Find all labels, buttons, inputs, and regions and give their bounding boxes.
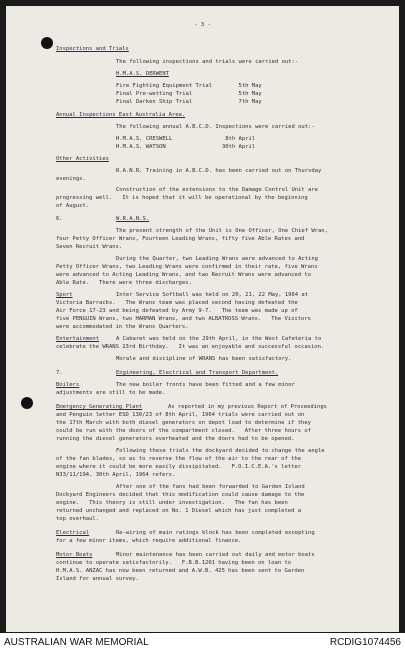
section-heading: Entertainment <box>56 336 100 342</box>
document-page <box>6 6 399 632</box>
footer <box>0 633 405 653</box>
body-line: evenings. <box>56 176 86 182</box>
body-line: running the diesel generators overheated and the doors had to be opened. <box>56 436 295 442</box>
body-line: Island for annual survey. <box>56 576 139 582</box>
body-line: could be run with the doors of the compartment closed. After three hours of <box>56 428 311 434</box>
body-line: of the fan blades, so as to reverse the flow of the air to the rear of the <box>56 456 302 462</box>
body-line: Seven Recruit Wrans. <box>56 244 123 250</box>
body-line: The new boiler fronts have been fitted and a few minor <box>116 382 295 388</box>
body-line: for a few minor items, which require additional finance. <box>56 538 242 544</box>
section-heading: Annual Inspections East Australia Area. <box>56 112 186 118</box>
body-line: During the Quarter, two Leading Wrans were advanced to Acting <box>116 256 318 262</box>
body-line: returned unchanged and replaced on No. 1 Diesel which has just completed a <box>56 508 302 514</box>
section-heading: Other Activities <box>56 156 109 162</box>
body-line: Re-wiring of main ratings block has been completed excepting <box>116 530 315 536</box>
section-heading: Motor Boats <box>56 552 93 558</box>
body-line: of August. <box>56 203 90 209</box>
body-line: Morale and discipline of WRANS has been satisfactory. <box>116 356 292 362</box>
body-line: R.A.N.R. Training in A.B.C.D. has been carried out on Thursday <box>116 168 322 174</box>
body-line: celebrate the WRANS 23rd Birthday. It was an enjoyable and successful occasion. <box>56 344 325 350</box>
body-line: Following these trials the dockyard decided to change the angle <box>116 448 325 454</box>
body-line: engine. This theory is still under investigation. The fan has been <box>56 500 288 506</box>
body-line: N33/11/194, 30th April, 1964 refers. <box>56 472 176 478</box>
body-line: and Penguin letter ESD 130/23 of 8th April, 1964 trials were carried out on <box>56 412 305 418</box>
body-line: Final Darken Ship Trial 7th May <box>116 99 262 105</box>
punch-hole-bottom <box>21 397 33 409</box>
body-line: A Cabaret was held on the 29th April, in the West Cafeteria to <box>116 336 322 342</box>
body-line: As reported in my previous Report of Proceedings <box>168 404 327 410</box>
body-line: were accommodated in the Wrans Quarters. <box>56 324 189 330</box>
body-line: Minor maintenance has been carried out daily and motor boats <box>116 552 315 558</box>
body-line: Air Force 17-23 and being defeated by Army 9-7. The team was made up of <box>56 308 298 314</box>
archive-name: AUSTRALIAN WAR MEMORIAL <box>4 637 149 648</box>
body-line: Able Rate. There were three discharges. <box>56 280 192 286</box>
body-line: The following annual A.B.C.D. Inspections were carried out:- <box>116 124 315 130</box>
body-line: four Petty Officer Wrans, Fourteen Leading Wrans, fifty five Able Rates and <box>56 236 305 242</box>
section-heading: W.R.A.N.S. <box>116 216 150 222</box>
body-line: the 17th March with both diesel generators on depot load to determine if they <box>56 420 311 426</box>
section-heading: Electrical <box>56 530 90 536</box>
punch-hole-top <box>41 37 53 49</box>
body-line: Final Pre-wetting Trial 5th May <box>116 91 262 97</box>
body-line: adjustments are still to be made. <box>56 390 166 396</box>
section-heading: Inspections and Trials <box>56 46 129 52</box>
body-line: top overhaul. <box>56 516 100 522</box>
body-line: The present strength of the Unit is One Officer, One Chief Wran, <box>116 228 328 234</box>
body-line: The following inspections and trials were carried out:- <box>116 59 299 65</box>
section-heading: Sport <box>56 292 73 298</box>
body-line: 6. <box>56 216 63 222</box>
body-line: H.M.A.S. CRESWELL 8th April <box>116 136 256 142</box>
body-line: engine where it could be more easily dissipitated. F.O.I.C.E.A.'s letter <box>56 464 302 470</box>
body-line: Construction of the extensions to the Damage Control Unit are <box>116 187 318 193</box>
body-line: After one of the fans had been forwarded to Garden Island <box>116 484 305 490</box>
body-line: H.M.A.S. WATSON 30th April <box>116 144 256 150</box>
section-heading: Boilers <box>56 382 80 388</box>
section-heading: Emergency Generating Plant <box>56 404 143 410</box>
page-number: - 3 - <box>194 22 211 28</box>
body-line: 7. <box>56 370 63 376</box>
body-line: Inter Service Softball was held on 20, 21, 22 May, 1964 at <box>116 292 309 298</box>
body-line: five PENGUIN Wrans, two HARMAN Wrans, and two ALBATROSS Wrans. The Visitors <box>56 316 311 322</box>
body-line: Victoria Barracks. The Wrans team was placed second having defeated the <box>56 300 298 306</box>
section-heading: H.M.A.S. DERWENT <box>116 71 169 77</box>
body-line: were advanced to Acting Leading Wrans, and two Recruit Wrans were advanced to <box>56 272 311 278</box>
body-line: Petty Officer Wrans, two Leading Wrans were confirmed in their rate, five Wrans <box>56 264 318 270</box>
body-line: Fire Fighting Equipment Trial 5th May <box>116 83 262 89</box>
record-id: RCDIG1074456 <box>329 637 401 648</box>
section-heading: Engineering, Electrical and Transport Department. <box>116 370 279 376</box>
body-line: continue to operate satisfactorily. F.B.B.1201 having been on loan to <box>56 560 292 566</box>
body-line: H.M.A.S. ANZAC has now been returned and A.W.B. 425 has been sent to Garden <box>56 568 305 574</box>
body-line: progressing well. It is hoped that it will be operational by the beginning <box>56 195 308 201</box>
body-line: Dockyard Engineers decided that this modification could cause damage to the <box>56 492 305 498</box>
